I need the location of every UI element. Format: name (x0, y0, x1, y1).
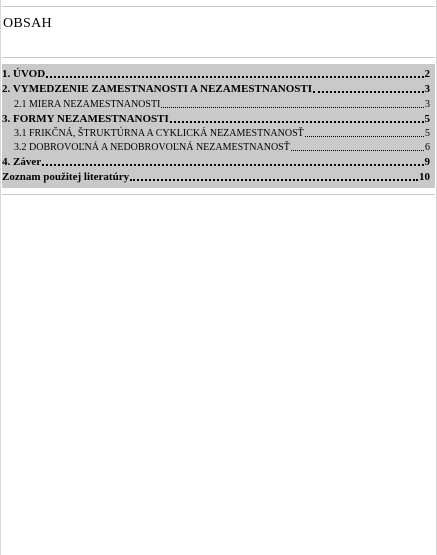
toc-leader-dots (291, 149, 424, 151)
toc-entry-title: 3.1 FRIKČNÁ, ŠTRUKTÚRNA A CYKLICKÁ NEZAMESTNANOSŤ (14, 128, 304, 139)
toc-bottom-rule (2, 187, 435, 188)
toc-entry-zaver[interactable] (2, 154, 430, 169)
toc-entry-page: 3 (424, 83, 430, 95)
toc-entry-miera[interactable] (2, 96, 430, 111)
toc-entry-title: 3. FORMY NEZAMESTNANOSTI (2, 113, 169, 125)
toc-entry-page: 5 (425, 128, 430, 139)
toc-entry-page: 2 (424, 68, 430, 80)
toc-entry-title: Zoznam použitej literatúry (2, 171, 130, 183)
toc-entry-vymedzenie[interactable] (2, 81, 430, 96)
toc-entry-page: 5 (424, 113, 430, 125)
toc-entry-frikcna[interactable] (2, 125, 430, 140)
toc-leader-dots (161, 106, 424, 108)
toc-entry-uvod[interactable] (2, 66, 430, 81)
toc-entry-formy[interactable] (2, 111, 430, 126)
toc-entry-page: 9 (424, 156, 430, 168)
toc-entry-dobrovolna[interactable] (2, 139, 430, 154)
toc-leader-dots (130, 178, 418, 181)
toc-entry-page: 10 (419, 171, 430, 183)
toc-entry-title: 3.2 DOBROVOĽNÁ A NEDOBROVOĽNÁ NEZAMESTNANOSŤ (14, 142, 290, 153)
page-heading: OBSAH (3, 16, 52, 31)
toc-entry-title: 2. VYMEDZENIE ZAMESTNANOSTI A NEZAMESTNANOSTI (2, 83, 313, 95)
toc-entry-page: 6 (425, 142, 430, 153)
toc-leader-dots (170, 120, 424, 123)
section-rule (2, 194, 435, 195)
heading-rule (2, 57, 435, 58)
table-of-contents (2, 65, 435, 187)
toc-entry-literatura[interactable] (2, 169, 430, 184)
header-rule (2, 6, 435, 7)
toc-entry-page: 3 (425, 99, 430, 110)
toc-leader-dots (46, 75, 423, 78)
toc-leader-dots (313, 90, 423, 93)
toc-entry-title: 1. ÚVOD (2, 68, 46, 80)
toc-leader-dots (42, 163, 423, 166)
toc-entry-title: 4. Záver (2, 156, 42, 168)
toc-entry-title: 2.1 MIERA NEZAMESTNANOSTI (14, 99, 161, 110)
toc-leader-dots (305, 135, 424, 137)
